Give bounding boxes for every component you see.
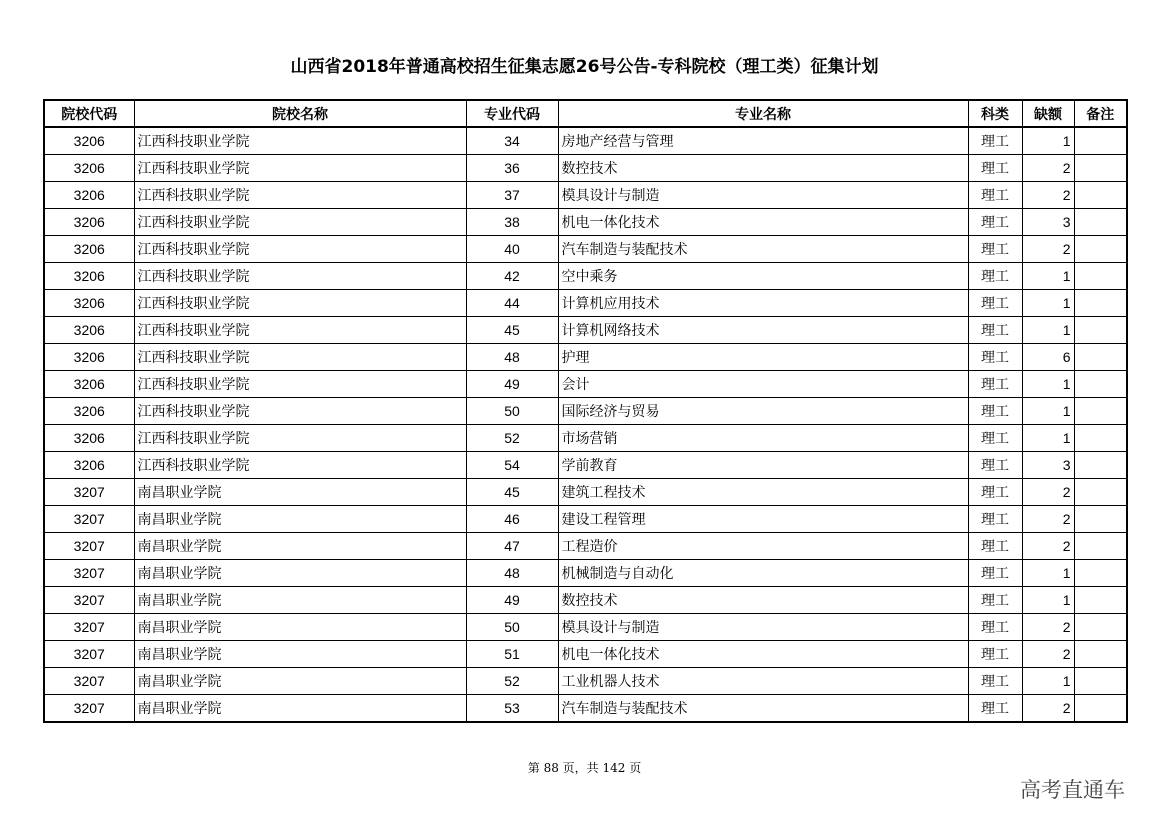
- page-footer: 第 88 页，共 142 页: [527, 761, 642, 775]
- cell-school-code: 3206: [44, 155, 134, 182]
- cell-school-code: 3206: [44, 452, 134, 479]
- table-row: [44, 452, 1127, 479]
- cell-major-code: 46: [466, 506, 558, 533]
- cell-school-code: 3207: [44, 560, 134, 587]
- cell-school-name: 南昌职业学院: [134, 641, 466, 668]
- cell-remark: [1074, 425, 1127, 452]
- cell-remark: [1074, 371, 1127, 398]
- cell-school-name: 南昌职业学院: [134, 506, 466, 533]
- table-row: [44, 290, 1127, 317]
- cell-category: 理工: [968, 695, 1022, 723]
- cell-major-code: 36: [466, 155, 558, 182]
- cell-remark: [1074, 290, 1127, 317]
- cell-category: 理工: [968, 182, 1022, 209]
- cell-vacancy: 6: [1022, 344, 1074, 371]
- cell-major-name: 计算机网络技术: [558, 317, 968, 344]
- cell-major-name: 数控技术: [558, 155, 968, 182]
- cell-vacancy: 1: [1022, 398, 1074, 425]
- cell-school-code: 3207: [44, 668, 134, 695]
- cell-vacancy: 1: [1022, 290, 1074, 317]
- cell-category: 理工: [968, 560, 1022, 587]
- cell-remark: [1074, 155, 1127, 182]
- cell-major-code: 34: [466, 127, 558, 155]
- page-title: 山西省2018年普通高校招生征集志愿26号公告-专科院校（理工类）征集计划: [290, 57, 879, 77]
- cell-category: 理工: [968, 290, 1022, 317]
- cell-major-name: 数控技术: [558, 587, 968, 614]
- cell-school-name: 南昌职业学院: [134, 695, 466, 723]
- cell-category: 理工: [968, 479, 1022, 506]
- cell-school-name: 南昌职业学院: [134, 533, 466, 560]
- cell-category: 理工: [968, 263, 1022, 290]
- cell-category: 理工: [968, 425, 1022, 452]
- cell-major-name: 工业机器人技术: [558, 668, 968, 695]
- cell-major-code: 45: [466, 479, 558, 506]
- cell-school-code: 3206: [44, 317, 134, 344]
- cell-vacancy: 2: [1022, 695, 1074, 723]
- cell-school-code: 3207: [44, 587, 134, 614]
- cell-school-name: 南昌职业学院: [134, 479, 466, 506]
- table-row: [44, 127, 1127, 155]
- cell-vacancy: 1: [1022, 560, 1074, 587]
- cell-school-name: 江西科技职业学院: [134, 127, 466, 155]
- cell-major-name: 学前教育: [558, 452, 968, 479]
- cell-remark: [1074, 479, 1127, 506]
- cell-remark: [1074, 263, 1127, 290]
- cell-school-code: 3207: [44, 506, 134, 533]
- cell-school-code: 3207: [44, 479, 134, 506]
- cell-major-code: 48: [466, 560, 558, 587]
- cell-category: 理工: [968, 209, 1022, 236]
- table-row: [44, 317, 1127, 344]
- cell-vacancy: 1: [1022, 668, 1074, 695]
- cell-school-code: 3206: [44, 425, 134, 452]
- cell-major-code: 38: [466, 209, 558, 236]
- cell-school-name: 南昌职业学院: [134, 560, 466, 587]
- cell-school-name: 江西科技职业学院: [134, 209, 466, 236]
- cell-remark: [1074, 533, 1127, 560]
- cell-remark: [1074, 317, 1127, 344]
- cell-category: 理工: [968, 344, 1022, 371]
- cell-major-name: 建筑工程技术: [558, 479, 968, 506]
- cell-remark: [1074, 344, 1127, 371]
- cell-school-name: 南昌职业学院: [134, 587, 466, 614]
- table-row: [44, 479, 1127, 506]
- cell-category: 理工: [968, 506, 1022, 533]
- header-category: 科类: [968, 100, 1022, 127]
- cell-school-name: 江西科技职业学院: [134, 371, 466, 398]
- cell-vacancy: 2: [1022, 614, 1074, 641]
- cell-school-code: 3207: [44, 533, 134, 560]
- cell-remark: [1074, 398, 1127, 425]
- cell-major-code: 42: [466, 263, 558, 290]
- cell-major-code: 40: [466, 236, 558, 263]
- cell-school-code: 3206: [44, 263, 134, 290]
- cell-major-name: 工程造价: [558, 533, 968, 560]
- cell-remark: [1074, 641, 1127, 668]
- table-row: [44, 209, 1127, 236]
- cell-school-code: 3207: [44, 695, 134, 723]
- cell-school-code: 3207: [44, 614, 134, 641]
- cell-remark: [1074, 452, 1127, 479]
- cell-vacancy: 1: [1022, 371, 1074, 398]
- cell-category: 理工: [968, 236, 1022, 263]
- cell-school-code: 3206: [44, 398, 134, 425]
- cell-major-name: 模具设计与制造: [558, 614, 968, 641]
- cell-major-code: 50: [466, 398, 558, 425]
- enrollment-plan-table: [43, 99, 1128, 723]
- table-row: [44, 560, 1127, 587]
- cell-school-name: 南昌职业学院: [134, 614, 466, 641]
- cell-vacancy: 2: [1022, 236, 1074, 263]
- cell-major-name: 汽车制造与装配技术: [558, 236, 968, 263]
- cell-remark: [1074, 127, 1127, 155]
- cell-vacancy: 3: [1022, 209, 1074, 236]
- cell-vacancy: 1: [1022, 587, 1074, 614]
- table-header: [44, 100, 1127, 127]
- cell-major-name: 汽车制造与装配技术: [558, 695, 968, 723]
- table-row: [44, 236, 1127, 263]
- cell-school-code: 3206: [44, 236, 134, 263]
- cell-vacancy: 1: [1022, 127, 1074, 155]
- watermark-logo: 高考直通车: [1020, 778, 1125, 802]
- cell-school-name: 江西科技职业学院: [134, 182, 466, 209]
- cell-category: 理工: [968, 371, 1022, 398]
- cell-remark: [1074, 560, 1127, 587]
- cell-category: 理工: [968, 452, 1022, 479]
- cell-school-code: 3206: [44, 290, 134, 317]
- cell-vacancy: 3: [1022, 452, 1074, 479]
- header-school-code: 院校代码: [44, 100, 134, 127]
- table-row: [44, 371, 1127, 398]
- cell-major-code: 49: [466, 587, 558, 614]
- header-vacancy: 缺额: [1022, 100, 1074, 127]
- cell-remark: [1074, 614, 1127, 641]
- cell-remark: [1074, 695, 1127, 723]
- cell-school-code: 3207: [44, 641, 134, 668]
- cell-remark: [1074, 209, 1127, 236]
- table-row: [44, 155, 1127, 182]
- cell-major-name: 空中乘务: [558, 263, 968, 290]
- cell-major-name: 护理: [558, 344, 968, 371]
- cell-school-name: 南昌职业学院: [134, 668, 466, 695]
- table-row: [44, 506, 1127, 533]
- cell-school-name: 江西科技职业学院: [134, 398, 466, 425]
- cell-category: 理工: [968, 641, 1022, 668]
- table-body: [44, 127, 1127, 722]
- cell-major-name: 机电一体化技术: [558, 209, 968, 236]
- table-row: [44, 398, 1127, 425]
- cell-major-name: 建设工程管理: [558, 506, 968, 533]
- table-row: [44, 641, 1127, 668]
- cell-vacancy: 2: [1022, 533, 1074, 560]
- cell-major-code: 47: [466, 533, 558, 560]
- cell-school-name: 江西科技职业学院: [134, 452, 466, 479]
- cell-vacancy: 1: [1022, 263, 1074, 290]
- cell-major-code: 48: [466, 344, 558, 371]
- cell-category: 理工: [968, 668, 1022, 695]
- header-major-name: 专业名称: [558, 100, 968, 127]
- cell-major-code: 52: [466, 668, 558, 695]
- cell-remark: [1074, 236, 1127, 263]
- cell-remark: [1074, 668, 1127, 695]
- cell-major-name: 国际经济与贸易: [558, 398, 968, 425]
- table-row: [44, 533, 1127, 560]
- cell-major-name: 计算机应用技术: [558, 290, 968, 317]
- cell-vacancy: 1: [1022, 317, 1074, 344]
- cell-vacancy: 2: [1022, 506, 1074, 533]
- header-major-code: 专业代码: [466, 100, 558, 127]
- cell-category: 理工: [968, 533, 1022, 560]
- cell-school-code: 3206: [44, 182, 134, 209]
- cell-school-name: 江西科技职业学院: [134, 263, 466, 290]
- header-row: [44, 100, 1127, 127]
- cell-school-name: 江西科技职业学院: [134, 317, 466, 344]
- cell-major-name: 房地产经营与管理: [558, 127, 968, 155]
- cell-remark: [1074, 587, 1127, 614]
- cell-vacancy: 1: [1022, 425, 1074, 452]
- cell-remark: [1074, 182, 1127, 209]
- cell-school-code: 3206: [44, 127, 134, 155]
- cell-school-name: 江西科技职业学院: [134, 425, 466, 452]
- cell-school-code: 3206: [44, 209, 134, 236]
- cell-major-code: 54: [466, 452, 558, 479]
- table-row: [44, 587, 1127, 614]
- cell-school-name: 江西科技职业学院: [134, 155, 466, 182]
- cell-major-code: 49: [466, 371, 558, 398]
- cell-vacancy: 2: [1022, 641, 1074, 668]
- cell-category: 理工: [968, 155, 1022, 182]
- cell-vacancy: 2: [1022, 155, 1074, 182]
- cell-school-code: 3206: [44, 371, 134, 398]
- cell-category: 理工: [968, 398, 1022, 425]
- cell-major-name: 会计: [558, 371, 968, 398]
- cell-vacancy: 2: [1022, 182, 1074, 209]
- cell-category: 理工: [968, 614, 1022, 641]
- table-row: [44, 263, 1127, 290]
- header-school-name: 院校名称: [134, 100, 466, 127]
- cell-major-code: 51: [466, 641, 558, 668]
- table-row: [44, 344, 1127, 371]
- cell-school-name: 江西科技职业学院: [134, 344, 466, 371]
- cell-major-name: 机械制造与自动化: [558, 560, 968, 587]
- cell-major-name: 模具设计与制造: [558, 182, 968, 209]
- cell-school-name: 江西科技职业学院: [134, 290, 466, 317]
- cell-school-code: 3206: [44, 344, 134, 371]
- table-row: [44, 182, 1127, 209]
- cell-category: 理工: [968, 317, 1022, 344]
- cell-remark: [1074, 506, 1127, 533]
- cell-major-code: 53: [466, 695, 558, 723]
- header-remark: 备注: [1074, 100, 1127, 127]
- cell-major-code: 45: [466, 317, 558, 344]
- table-row: [44, 425, 1127, 452]
- cell-category: 理工: [968, 587, 1022, 614]
- cell-category: 理工: [968, 127, 1022, 155]
- cell-major-code: 44: [466, 290, 558, 317]
- table-row: [44, 695, 1127, 723]
- cell-major-name: 机电一体化技术: [558, 641, 968, 668]
- cell-vacancy: 2: [1022, 479, 1074, 506]
- table-row: [44, 614, 1127, 641]
- cell-major-code: 37: [466, 182, 558, 209]
- cell-major-name: 市场营销: [558, 425, 968, 452]
- cell-major-code: 50: [466, 614, 558, 641]
- cell-school-name: 江西科技职业学院: [134, 236, 466, 263]
- table-row: [44, 668, 1127, 695]
- cell-major-code: 52: [466, 425, 558, 452]
